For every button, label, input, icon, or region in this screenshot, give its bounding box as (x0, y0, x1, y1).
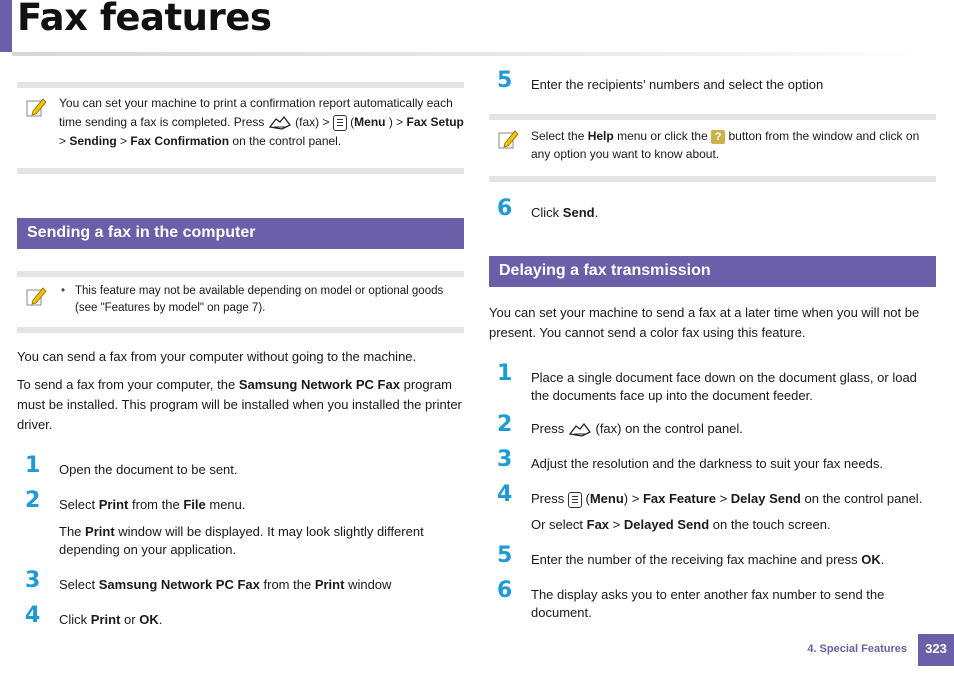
step-text: Place a single document face down on the document glass, or load the documents face up into the document feeder. (531, 370, 917, 403)
step-text: on the control panel. (804, 491, 923, 506)
step-text: Enter the number of the receiving fax machine and press (531, 552, 858, 567)
paragraph-text: To send a fax from your computer, the (17, 377, 236, 392)
step-bold: Fax Feature (642, 491, 716, 506)
step-text: > (612, 517, 621, 532)
step-text: menu. (209, 497, 246, 512)
fax-icon (268, 115, 292, 131)
help-icon: ? (711, 130, 725, 144)
step-text: . (880, 552, 885, 567)
step-bold: Print (85, 524, 115, 539)
step-text: (fax) on the control panel. (595, 421, 743, 436)
fax-icon (568, 422, 592, 438)
left-column (17, 82, 464, 629)
step-bold: Fax (586, 517, 610, 532)
paragraph-text: program must be installed. This program will be installed when you installed the printer driver. (17, 377, 462, 432)
page-number: 323 (918, 634, 954, 666)
step-number: 5 (497, 68, 513, 93)
note-pencil-icon (25, 96, 47, 118)
note-text: You can set your machine to print a confirmation report automatically each time sending a fax is completed. Press (59, 96, 453, 129)
note-help-menu (489, 114, 936, 182)
step-4-right (489, 482, 936, 534)
title-accent-bar (0, 0, 12, 52)
step-2-left (17, 488, 464, 559)
step-text: Press (531, 491, 565, 506)
step-text: Adjust the resolution and the darkness to suit your fax needs. (531, 456, 883, 471)
step-bold: Print (90, 612, 121, 627)
step-number: 1 (497, 361, 513, 386)
note-text: ) > (388, 115, 404, 129)
paragraph-delay-intro: You can set your machine to send a fax at a later time when you will not be present. You cannot send a color fax using this feature. (489, 305, 920, 340)
note-text: button from the window and click on any option you want to know about. (531, 129, 920, 161)
note-bold: Menu (354, 115, 386, 129)
step-number: 4 (25, 603, 41, 628)
note-pencil-icon (25, 285, 47, 307)
step-5-right-top (489, 68, 936, 94)
note-text: ( (350, 115, 355, 129)
step-number: 2 (25, 488, 41, 513)
note-text: > (59, 134, 67, 148)
step-bold: Delayed Send (623, 517, 710, 532)
note-bold: Sending (69, 134, 117, 148)
note-text: > (120, 134, 128, 148)
step-text: from the (263, 577, 312, 592)
note-text: on the control panel. (232, 134, 342, 148)
step-3-right (489, 447, 936, 473)
step-number: 3 (497, 447, 513, 472)
step-text: Select (59, 497, 96, 512)
step-text: > (719, 491, 728, 506)
note-text: (fax) > (295, 115, 330, 129)
step-text: Press (531, 421, 565, 436)
menu-key-icon (333, 115, 347, 131)
note-bullet: • This feature may not be available depending on model or optional goods (see "Features by model" on page 7). (75, 283, 464, 317)
step-text: window will be displayed. It may look slightly different depending on your application. (59, 524, 424, 557)
step-number: 5 (497, 543, 513, 568)
step-6-right-top (489, 196, 936, 222)
note-bold: Fax Setup (406, 115, 464, 129)
step-6-right (489, 578, 936, 622)
note-bold: Help (587, 129, 614, 143)
step-1-right (489, 361, 936, 405)
step-text: or (124, 612, 136, 627)
step-number: 3 (25, 568, 41, 593)
step-number: 4 (497, 482, 513, 507)
step-bold: Menu (589, 491, 624, 506)
step-text: from the (132, 497, 180, 512)
step-text: Or select (531, 517, 584, 532)
section-title-delaying-fax: Delaying a fax transmission (489, 256, 936, 287)
paragraph-bold: Samsung Network PC Fax (238, 377, 400, 392)
menu-key-icon (568, 492, 582, 508)
step-text: Click (531, 205, 560, 220)
step-text: ( (585, 491, 590, 506)
step-4-left (17, 603, 464, 629)
step-1-left (17, 453, 464, 479)
section-title-sending-fax: Sending a fax in the computer (17, 218, 464, 249)
step-text: ) > (623, 491, 640, 506)
step-text: Open the document to be sent. (59, 462, 238, 477)
step-number: 6 (497, 578, 513, 603)
step-2-right (489, 412, 936, 438)
step-text: . (158, 612, 163, 627)
note-text: Select the (531, 129, 585, 143)
paragraph-program-required (17, 375, 464, 435)
note-text: menu or click the (617, 129, 708, 143)
footer-chapter: 4. Special Features (807, 643, 907, 655)
note-confirmation-report (17, 82, 464, 174)
step-text: The (59, 524, 82, 539)
step-number: 6 (497, 196, 513, 221)
step-3-left (17, 568, 464, 594)
step-text: Click (59, 612, 88, 627)
note-feature-availability (17, 271, 464, 333)
step-bold: Print (98, 497, 129, 512)
step-text: . (594, 205, 599, 220)
page-title: Fax features (17, 0, 272, 39)
step-bold: Print (314, 577, 345, 592)
paragraph-intro: You can send a fax from your computer without going to the machine. (17, 349, 417, 364)
step-text: on the touch screen. (712, 517, 831, 532)
step-number: 2 (497, 412, 513, 437)
step-bold: File (183, 497, 206, 512)
step-text: The display asks you to enter another fax number to send the document. (531, 587, 885, 620)
step-text: window (348, 577, 392, 592)
step-5-right (489, 543, 936, 569)
step-bold: Delay Send (730, 491, 801, 506)
step-bold: Send (562, 205, 595, 220)
title-divider (12, 52, 917, 56)
note-pencil-icon (497, 128, 519, 150)
step-bold: OK (861, 552, 881, 567)
step-bold: OK (139, 612, 159, 627)
step-bold: Samsung Network PC Fax (98, 577, 260, 592)
right-column (489, 68, 936, 622)
step-number: 1 (25, 453, 41, 478)
step-text: Enter the recipients’ numbers and select the option (531, 77, 824, 92)
step-text: Select (59, 577, 96, 592)
note-bold: Fax Confirmation (130, 134, 230, 148)
